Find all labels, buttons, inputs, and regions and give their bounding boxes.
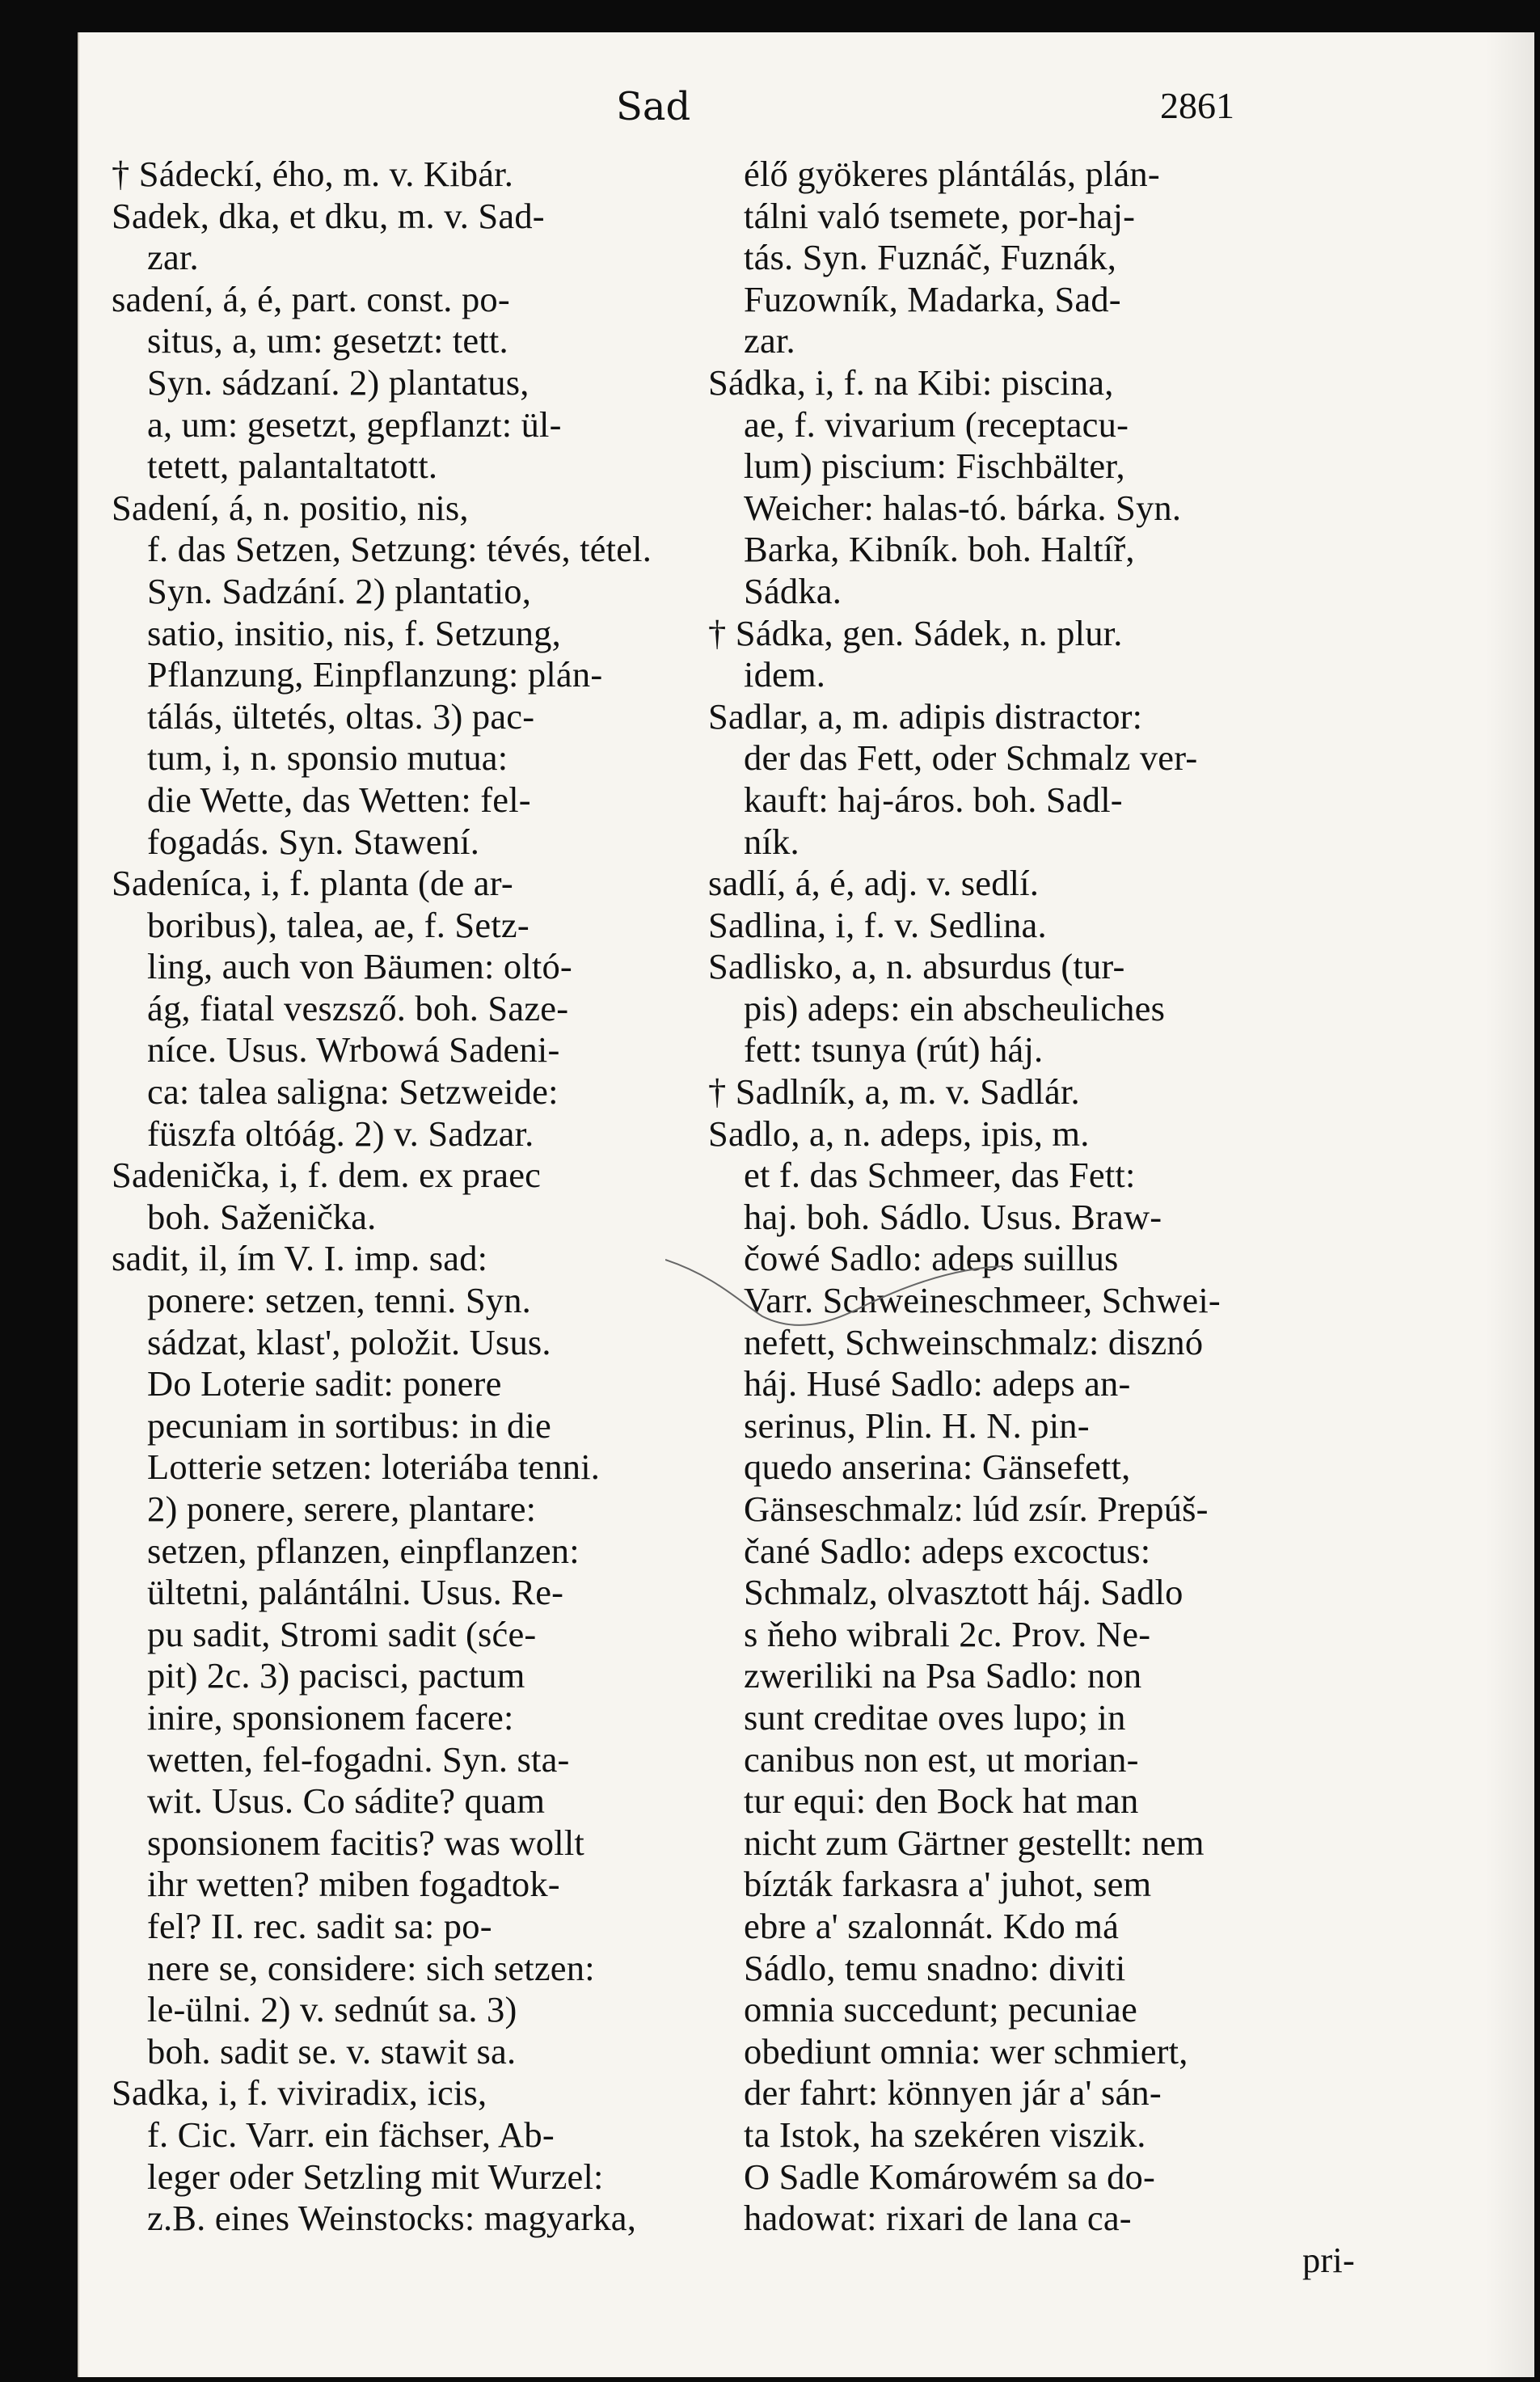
- left-column-line: tetett, palantaltatott.: [147, 446, 438, 487]
- right-column-line: čowé Sadlo: adeps suillus: [744, 1238, 1119, 1279]
- right-column-line: kauft: haj-áros. boh. Sadl-: [744, 779, 1123, 820]
- left-column-line: Sadenička, i, f. dem. ex praec: [112, 1155, 542, 1196]
- right-column-line: et f. das Schmeer, das Fett:: [744, 1155, 1136, 1196]
- right-column-line: canibus non est, ut morian-: [744, 1738, 1139, 1780]
- right-column-line: Barka, Kibník. boh. Haltíř,: [744, 529, 1135, 570]
- left-column-line: Syn. sádzaní. 2) plantatus,: [147, 361, 530, 403]
- right-column-line: zweriliki na Psa Sadlo: non: [744, 1655, 1142, 1696]
- left-column-line: pu sadit, Stromi sadit (sće-: [147, 1613, 537, 1654]
- right-column-line: serinus, Plin. H. N. pin-: [744, 1404, 1090, 1446]
- right-column-line: der fahrt: könnyen jár a' sán-: [744, 2072, 1162, 2114]
- left-column-line: Lotterie setzen: loteriába tenni.: [147, 1447, 601, 1488]
- right-column-line: quedo anserina: Gänsefett,: [744, 1447, 1131, 1488]
- right-column-line: Fuzowník, Madarka, Sad-: [744, 278, 1121, 319]
- left-column-line: setzen, pflanzen, einpflanzen:: [147, 1530, 580, 1571]
- left-column-line: Sadení, á, n. positio, nis,: [112, 487, 469, 528]
- left-column-line: füszfa oltóág. 2) v. Sadzar.: [147, 1113, 534, 1154]
- right-column-line: s ňeho wibrali 2c. Prov. Ne-: [744, 1613, 1151, 1654]
- left-column-line: f. Cic. Varr. ein fächser, Ab-: [147, 2114, 555, 2155]
- right-column-line: fett: tsunya (rút) háj.: [744, 1029, 1044, 1071]
- left-column-line: Do Loterie sadit: ponere: [147, 1363, 502, 1404]
- left-column-line: ca: talea saligna: Setzweide:: [147, 1071, 559, 1113]
- left-column-line: ág, fiatal veszsző. boh. Saze-: [147, 987, 569, 1028]
- right-column-line: Varr. Schweineschmeer, Schwei-: [744, 1280, 1221, 1321]
- left-column-line: leger oder Setzling mit Wurzel:: [147, 2156, 604, 2197]
- right-column-line: Sadlar, a, m. adipis distractor:: [708, 695, 1143, 737]
- right-column-line: Gänseschmalz: lúd zsír. Prepúš-: [744, 1489, 1209, 1529]
- left-column-line: sádzat, klast', položit. Usus.: [147, 1321, 551, 1362]
- right-column-line: ník.: [744, 821, 800, 862]
- running-head: Sad: [616, 84, 691, 129]
- right-column-line: † Sadlník, a, m. v. Sadlár.: [708, 1071, 1080, 1113]
- left-column-line: z.B. eines Weinstocks: magyarka,: [147, 2198, 637, 2239]
- right-column-line: tás. Syn. Fuznáč, Fuznák,: [744, 237, 1117, 278]
- left-column-line: die Wette, das Wetten: fel-: [147, 779, 531, 820]
- left-column-line: zar.: [147, 237, 199, 278]
- left-column-line: pecuniam in sortibus: in die: [147, 1404, 551, 1446]
- left-column-line: Sadka, i, f. viviradix, icis,: [112, 2072, 487, 2114]
- dictionary-page: [78, 32, 1534, 2377]
- right-column-line: ta Istok, ha szekéren viszik.: [744, 2114, 1146, 2155]
- left-column-line: Pflanzung, Einpflanzung: plán-: [147, 654, 603, 695]
- right-column-line: omnia succedunt; pecuniae: [744, 1989, 1137, 2030]
- right-column-line: Sadlo, a, n. adeps, ipis, m.: [708, 1113, 1090, 1154]
- left-column-line: wit. Usus. Co sádite? quam: [147, 1780, 546, 1822]
- right-column-line: hadowat: rixari de lana ca-: [744, 2198, 1132, 2239]
- left-column-line: pit) 2c. 3) pacisci, pactum: [147, 1655, 525, 1696]
- left-column-line: nere se, considere: sich setzen:: [147, 1947, 595, 1988]
- left-column-line: boribus), talea, ae, f. Setz-: [147, 904, 530, 945]
- left-column-line: Sadeníca, i, f. planta (de ar-: [112, 863, 513, 904]
- page-number: 2861: [1160, 85, 1234, 126]
- right-column-line: O Sadle Komárowém sa do-: [744, 2156, 1156, 2197]
- left-column-line: tálás, ültetés, oltas. 3) pac-: [147, 695, 535, 737]
- left-column-line: ling, auch von Bäumen: oltó-: [147, 946, 572, 987]
- left-column-line: wetten, fel-fogadni. Syn. sta-: [147, 1738, 570, 1780]
- right-column-line: Sádka.: [744, 570, 842, 611]
- left-column-line: boh. Saženička.: [147, 1196, 377, 1237]
- right-column-line: Sádlo, temu snadno: diviti: [744, 1947, 1126, 1988]
- left-column-line: tum, i, n. sponsio mutua:: [147, 737, 508, 779]
- left-column-line: a, um: gesetzt, gepflanzt: ül-: [147, 403, 562, 445]
- right-column-line: ebre a' szalonnát. Kdo má: [744, 1905, 1120, 1946]
- right-column-line: Weicher: halas-tó. bárka. Syn.: [744, 487, 1182, 528]
- right-column-line: bízták farkasra a' juhot, sem: [744, 1864, 1152, 1905]
- right-column-line: Schmalz, olvasztott háj. Sadlo: [744, 1572, 1183, 1613]
- right-column-line: čané Sadlo: adeps excoctus:: [744, 1530, 1151, 1571]
- left-column-line: situs, a, um: gesetzt: tett.: [147, 320, 508, 361]
- right-column-line: pri-: [1302, 2239, 1355, 2280]
- right-column-line: Sadlina, i, f. v. Sedlina.: [708, 904, 1047, 945]
- left-column-line: f. das Setzen, Setzung: tévés, tétel.: [147, 529, 652, 570]
- left-column-line: Sadek, dka, et dku, m. v. Sad-: [112, 195, 545, 236]
- right-column-line: pis) adeps: ein abscheuliches: [744, 987, 1166, 1028]
- right-column-line: lum) piscium: Fischbälter,: [744, 446, 1125, 487]
- left-column-line: ponere: setzen, tenni. Syn.: [147, 1280, 531, 1321]
- right-column-line: ae, f. vivarium (receptacu-: [744, 403, 1129, 445]
- left-column-line: Syn. Sadzání. 2) plantatio,: [147, 570, 532, 611]
- right-column-line: élő gyökeres plántálás, plán-: [744, 154, 1160, 194]
- left-column-line: níce. Usus. Wrbowá Sadeni-: [147, 1029, 560, 1071]
- right-column-line: † Sádka, gen. Sádek, n. plur.: [708, 612, 1123, 653]
- right-column-line: sunt creditae oves lupo; in: [744, 1696, 1126, 1738]
- left-column-line: fogadás. Syn. Stawení.: [147, 821, 480, 862]
- right-column-line: zar.: [744, 320, 795, 361]
- left-column-line: satio, insitio, nis, f. Setzung,: [147, 612, 561, 653]
- right-column-line: tur equi: den Bock hat man: [744, 1780, 1139, 1822]
- left-column-line: † Sádeckí, ého, m. v. Kibár.: [112, 154, 514, 194]
- right-column-line: nefett, Schweinschmalz: disznó: [744, 1321, 1204, 1362]
- right-column-line: sadlí, á, é, adj. v. sedlí.: [708, 863, 1040, 904]
- right-column-line: Sádka, i, f. na Kibi: piscina,: [708, 361, 1114, 403]
- right-column-line: der das Fett, oder Schmalz ver-: [744, 737, 1198, 779]
- pencil-mark: [665, 1227, 1005, 1341]
- right-column-line: idem.: [744, 654, 826, 695]
- left-column-line: boh. sadit se. v. stawit sa.: [147, 2030, 517, 2072]
- left-column-line: sadení, á, é, part. const. po-: [112, 278, 510, 319]
- left-column-line: 2) ponere, serere, plantare:: [147, 1489, 537, 1529]
- left-column-line: ihr wetten? miben fogadtok-: [147, 1864, 560, 1905]
- left-column-line: sadit, il, ím V. I. imp. sad:: [112, 1238, 488, 1279]
- left-column: [112, 154, 726, 2240]
- left-column-line: fel? II. rec. sadit sa: po-: [147, 1905, 492, 1946]
- right-column-line: háj. Husé Sadlo: adeps an-: [744, 1363, 1131, 1404]
- left-column-line: le-ülni. 2) v. sednút sa. 3): [147, 1989, 517, 2030]
- right-column-line: obediunt omnia: wer schmiert,: [744, 2030, 1188, 2072]
- right-column-line: nicht zum Gärtner gestellt: nem: [744, 1822, 1205, 1863]
- page-edge-shadow: [1486, 32, 1534, 2377]
- right-column-line: tálni való tsemete, por-haj-: [744, 195, 1136, 236]
- right-column-line: Sadlisko, a, n. absurdus (tur-: [708, 946, 1125, 987]
- left-column-line: inire, sponsionem facere:: [147, 1696, 514, 1738]
- right-column: [708, 154, 1379, 2281]
- right-column-line: haj. boh. Sádlo. Usus. Braw-: [744, 1196, 1162, 1237]
- left-column-line: ültetni, palántálni. Usus. Re-: [147, 1572, 564, 1613]
- left-column-line: sponsionem facitis? was wollt: [147, 1822, 584, 1863]
